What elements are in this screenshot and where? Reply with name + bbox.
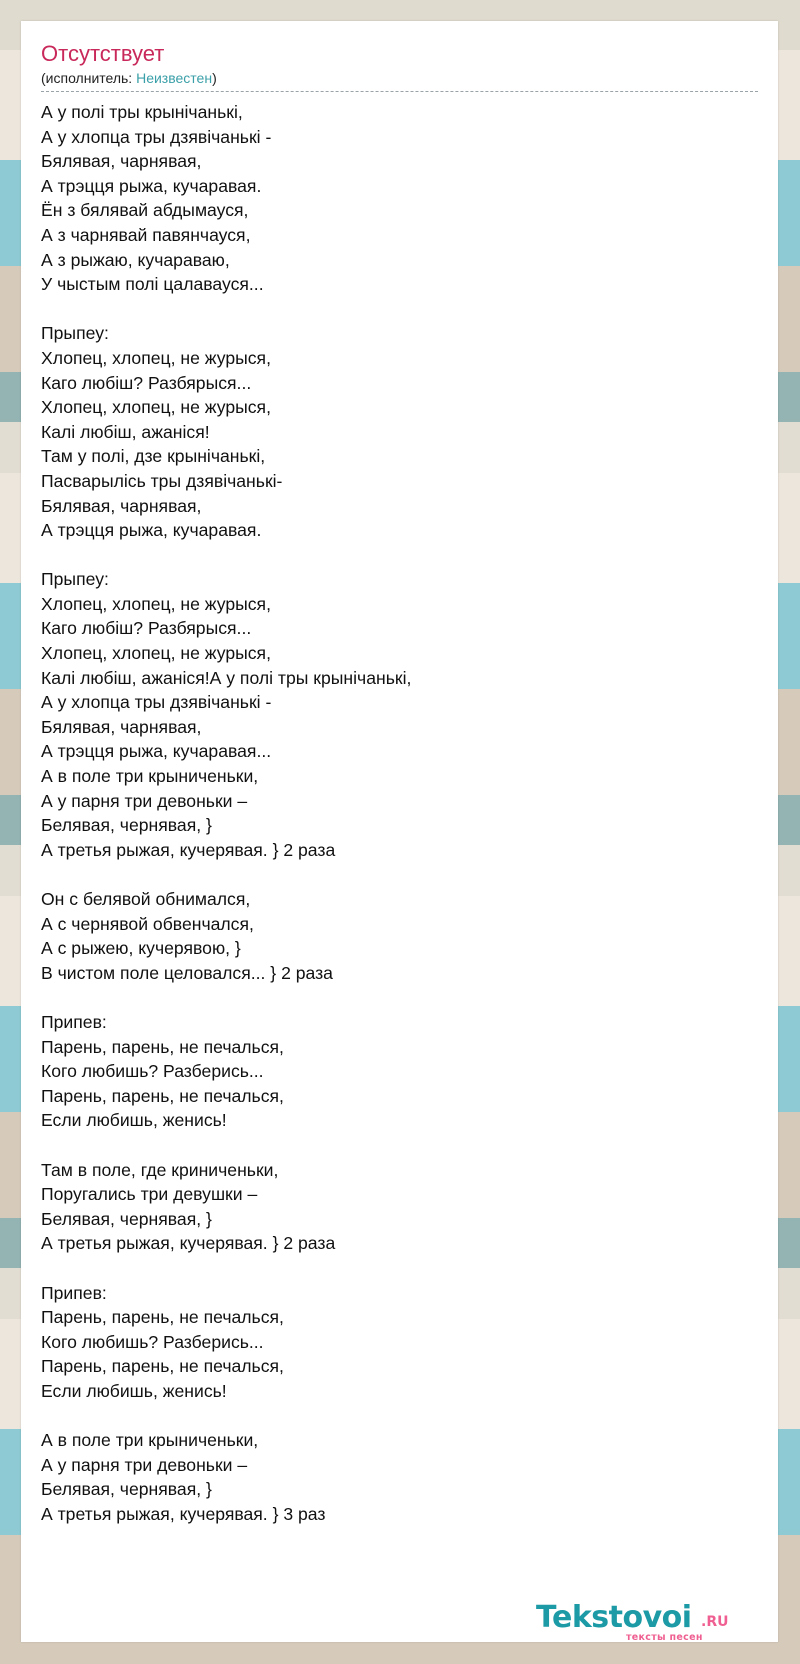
lyric-line: А трэцця рыжа, кучаравая.	[41, 520, 262, 541]
lyric-line: Пасварылісь тры дзявічанькі-	[41, 470, 283, 491]
lyrics-card	[21, 21, 778, 1642]
lyric-line: А с чернявой обвенчался,	[41, 913, 254, 934]
lyrics-text	[41, 100, 741, 1526]
lyric-line: Прыпеу:	[41, 569, 109, 590]
lyric-line: Ён з бялявай абдымауся,	[41, 200, 249, 221]
lyric-line: А трэцця рыжа, кучаравая.	[41, 175, 262, 196]
lyric-line: Там в поле, где криниченьки,	[41, 1159, 279, 1180]
lyric-line	[41, 1256, 741, 1281]
logo-name: Tekstovoi	[536, 1600, 692, 1635]
lyric-line: А у хлопца тры дзявічанькі -	[41, 126, 272, 147]
lyric-line: Парень, парень, не печалься,	[41, 1307, 284, 1328]
lyric-line: Кого любишь? Разберись...	[41, 1331, 264, 1352]
logo-tagline: тексты песен	[626, 1632, 703, 1643]
lyric-line: Кого любишь? Разберись...	[41, 1061, 264, 1082]
lyric-line: Бялявая, чарнявая,	[41, 495, 202, 516]
lyric-line: А в поле три крыниченьки,	[41, 1430, 259, 1451]
lyric-line: Он с белявой обнимался,	[41, 889, 251, 909]
song-title: Отсутствует	[41, 41, 165, 66]
lyric-line: Если любишь, женись!	[41, 1380, 227, 1401]
artist-line	[41, 69, 217, 87]
lyric-line: Припев:	[41, 1282, 107, 1303]
lyric-line: Припев:	[41, 1011, 107, 1032]
lyric-line: А у полі тры крынічанькі,	[41, 102, 243, 122]
lyric-line: Белявая, чернявая, }	[41, 1479, 212, 1500]
lyric-line: Каго любіш? Разбярыся...	[41, 372, 252, 393]
lyric-line: А третья рыжая, кучерявая. } 2 раза	[41, 1233, 336, 1254]
site-logo[interactable]	[536, 1602, 746, 1642]
lyric-line: Хлопец, хлопец, не журыся,	[41, 643, 271, 664]
lyric-line: Бялявая, чарнявая,	[41, 716, 202, 737]
lyric-line: Прыпеу:	[41, 323, 109, 344]
lyric-line: Парень, парень, не печалься,	[41, 1036, 284, 1057]
lyric-line: Калі любіш, ажаніся!	[41, 421, 210, 442]
lyric-line: А в поле три крыниченьки,	[41, 766, 259, 787]
artist-suffix: )	[212, 70, 217, 86]
lyric-line: Хлопец, хлопец, не журыся,	[41, 593, 271, 614]
lyric-line: Белявая, чернявая, }	[41, 815, 212, 836]
lyric-line: Там у полі, дзе крынічанькі,	[41, 446, 266, 467]
lyric-line: Хлопец, хлопец, не журыся,	[41, 347, 271, 368]
lyric-line: У чыстым полі цалавауся...	[41, 274, 264, 295]
lyric-line: А з чарнявай павянчауся,	[41, 224, 251, 245]
lyric-line: Парень, парень, не печалься,	[41, 1356, 284, 1377]
lyric-line: А з рыжаю, кучараваю,	[41, 249, 230, 270]
lyric-line: Если любишь, женись!	[41, 1110, 227, 1131]
lyric-line	[41, 1133, 741, 1158]
lyric-line: Белявая, чернявая, }	[41, 1208, 212, 1229]
lyric-line: Хлопец, хлопец, не журыся,	[41, 397, 271, 418]
lyric-line: А трэцця рыжа, кучаравая...	[41, 741, 272, 762]
artist-prefix: (исполнитель:	[41, 70, 137, 86]
lyric-line: А у парня три девоньки –	[41, 1454, 248, 1475]
lyric-line: А у парня три девоньки –	[41, 790, 248, 811]
lyric-line: Парень, парень, не печалься,	[41, 1085, 284, 1106]
background-bottom-strip	[0, 1640, 800, 1664]
logo-tld: .RU	[701, 1614, 729, 1630]
lyric-line: А у хлопца тры дзявічанькі -	[41, 692, 272, 713]
lyric-line	[41, 297, 741, 322]
lyric-line: А третья рыжая, кучерявая. } 3 раз	[41, 1503, 326, 1524]
lyric-line: Поругались три девушки –	[41, 1184, 258, 1205]
artist-link[interactable]: Неизвестен	[136, 70, 213, 86]
lyric-line	[41, 862, 741, 887]
lyric-line: Каго любіш? Разбярыся...	[41, 618, 252, 639]
lyric-line: Калі любіш, ажаніся!А у полі тры крынічанькі,	[41, 667, 412, 688]
lyric-line: А с рыжею, кучерявою, }	[41, 938, 241, 959]
lyric-line: А третья рыжая, кучерявая. } 2 раза	[41, 839, 336, 860]
lyric-line: В чистом поле целовался... } 2 раза	[41, 962, 333, 983]
lyric-line	[41, 543, 741, 568]
lyric-line	[41, 985, 741, 1010]
lyric-line	[41, 1403, 741, 1428]
header-divider	[41, 91, 758, 92]
lyric-line: Бялявая, чарнявая,	[41, 151, 202, 172]
